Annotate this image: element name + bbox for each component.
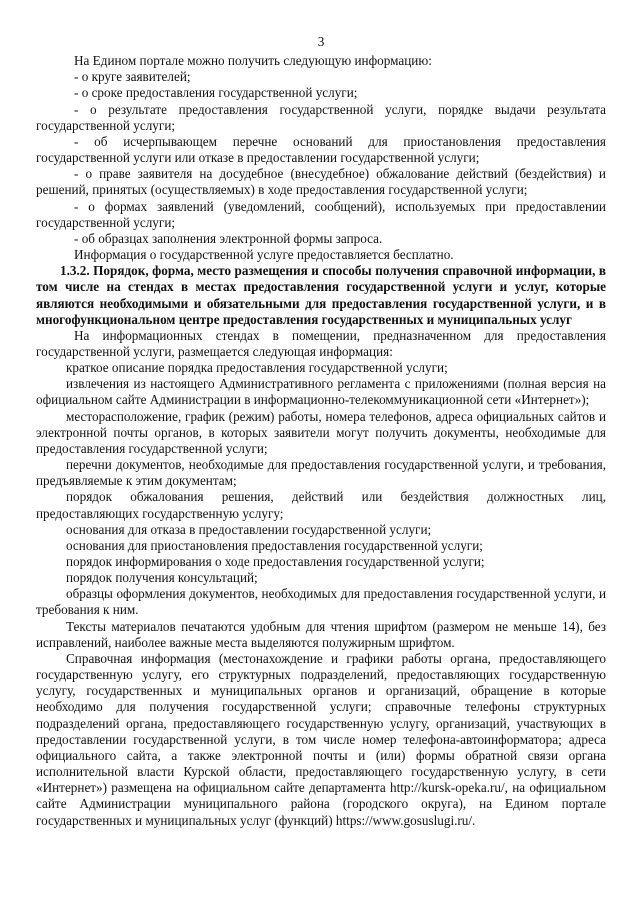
- paragraph: На Едином портале можно получить следующую информацию:: [74, 53, 432, 69]
- list-item: месторасположение, график (режим) работы, номера телефонов, адреса официальных сайтов и электронной почты органов, в которых заявители могут получить документы, необходимые для предоставления государственной услуги;: [36, 408, 606, 456]
- list-item: - о результате предоставления государственной услуги, порядке выдачи результата государственной услуги;: [36, 101, 606, 133]
- list-item: краткое описание порядка предоставления государственной услуги;: [66, 360, 448, 376]
- list-item: образцы оформления документов, необходимых для предоставления государственной услуги, и требования к ним.: [36, 586, 606, 618]
- list-item: - о круге заявителей;: [74, 69, 191, 85]
- list-item: порядок обжалования решения, действий или бездействия должностных лиц, предоставляющих государственную услугу;: [36, 489, 606, 521]
- list-item: - о праве заявителя на досудебное (внесудебное) обжалование действий (бездействия) и решений, принятых (осуществляемых) в ходе предоставления государственной услуги;: [36, 166, 606, 198]
- list-item: основания для приостановления предоставления государственной услуги;: [66, 537, 483, 553]
- stand-info-section: [36, 328, 606, 619]
- list-item: - о формах заявлений (уведомлений, сообщений), используемых при предоставлении государственной услуги;: [36, 198, 606, 230]
- page-number: 3: [317, 34, 325, 49]
- list-item: - об образцах заполнения электронной формы запроса.: [74, 230, 383, 246]
- list-item: порядок информирования о ходе предоставления государственной услуги;: [66, 554, 485, 569]
- list-item: извлечения из настоящего Административного регламента с приложениями (полная версия на официальном сайте Администрации в информационно-телекоммуникационной сети «Интернет»);: [36, 376, 606, 408]
- section-heading: 1.3.2. Порядок, форма, место размещения и способы получения справочной информации, в том числе на стендах в местах предоставления государственной услуги и услуг, которые являются необходимыми и обязательными для предоставления государственной услуги, и в многофункциональном центре предоставления государственных и муниципальных услуг: [36, 263, 606, 327]
- list-item: - об исчерпывающем перечне оснований для приостановления предоставления государственной услуги или отказе в предоставлении государственной услуги;: [36, 133, 606, 166]
- paragraph: Информация о государственной услуге предоставляется бесплатно.: [74, 247, 454, 263]
- portal-info-section: [36, 53, 606, 263]
- list-item: перечни документов, необходимые для предоставления государственной услуги, и требования, предъявляемые к этим документам;: [36, 457, 606, 489]
- paragraph: Тексты материалов печатаются удобным для чтения шрифтом (размером не меньше 14), без исправлений, наиболее важные места выделяются полужирным шрифтом.: [36, 618, 606, 650]
- paragraph: Справочная информация (местонахождение и графики работы органа, предоставляющего государственную услугу, его структурных подразделений, предоставляющих государственную услугу, государственных и муниципальных органов и организаций, обращение в которые необходимо для получения государственной услуги; справочные телефоны структурных подразделений органа, предоставляющего государственную услугу, организаций, участвующих в предоставлении государственной услуги, в том числе номер телефона-автоинформатора; адреса официального сайта, а также электронной почты и (или) формы обратной связи органа исполнительной власти Курской области, предоставляющего государственную услугу, в сети «Интернет») размещена на официальном сайте департамента http://kursk-opeka.ru/, на официальном сайте Администрации муниципального района (городского округа), на Едином портале государственных и муниципальных услуг (функций) https://www.gosuslugi.ru/.: [36, 650, 606, 828]
- paragraph: На информационных стендах в помещении, предназначенном для предоставления государственной услуги, размещается следующая информация:: [36, 327, 606, 359]
- list-item: основания для отказа в предоставлении государственной услуги;: [66, 521, 432, 537]
- list-item: порядок получения консультаций;: [66, 570, 258, 586]
- list-item: - о сроке предоставления государственной услуги;: [74, 85, 358, 101]
